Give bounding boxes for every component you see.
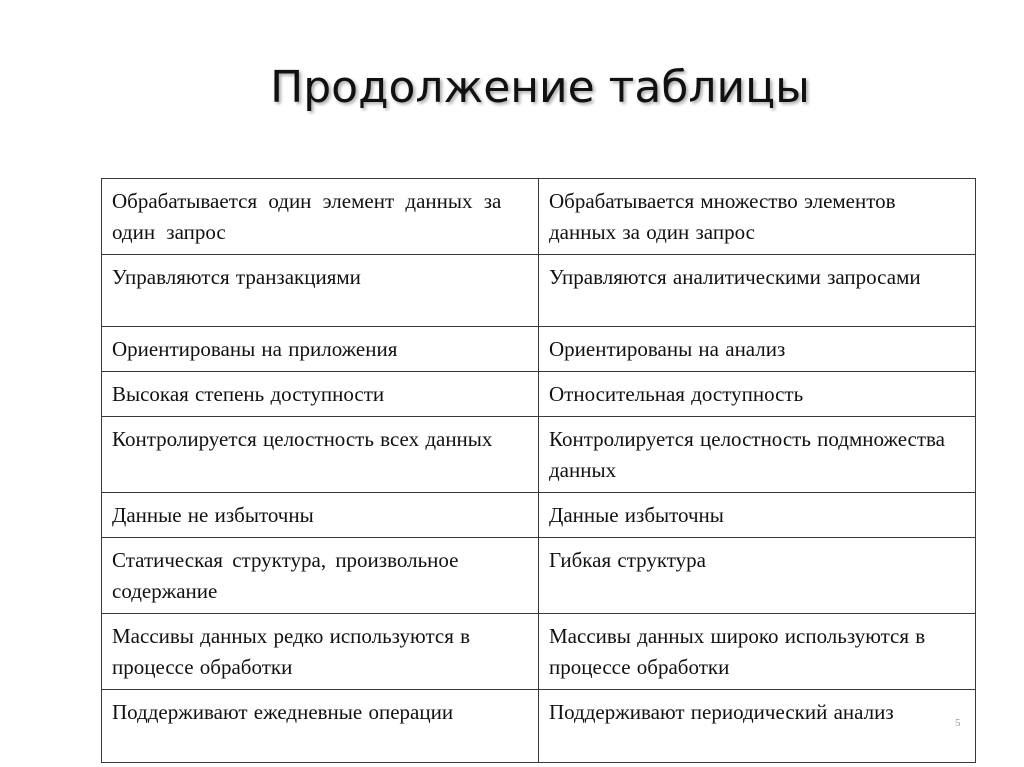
slide-title: Продолжение таблицы bbox=[270, 62, 810, 113]
table-row bbox=[102, 690, 976, 763]
table-cell-right: Относительная доступность bbox=[539, 372, 976, 417]
table-cell-left: Контролируется целостность всех данных bbox=[102, 417, 539, 493]
table-cell-right: Контролируется целостность подмножества данных bbox=[539, 417, 976, 493]
table-cell-left: Обрабатывается один элемент данных за один запрос bbox=[102, 179, 539, 255]
table-cell-right: Управляются аналитическими запросами bbox=[539, 255, 976, 327]
table-cell-right: Ориентированы на анализ bbox=[539, 327, 976, 372]
table-cell-left: Высокая степень доступности bbox=[102, 372, 539, 417]
table-row bbox=[102, 179, 976, 255]
table-cell-right: Поддерживают периодический анализ bbox=[539, 690, 976, 763]
comparison-table bbox=[101, 178, 976, 763]
table-cell-left: Управляются транзакциями bbox=[102, 255, 539, 327]
table-cell-left: Ориентированы на приложения bbox=[102, 327, 539, 372]
table-cell-left: Данные не избыточны bbox=[102, 493, 539, 538]
table-row bbox=[102, 372, 976, 417]
table-cell-right: Данные избыточны bbox=[539, 493, 976, 538]
table-row bbox=[102, 327, 976, 372]
table-cell-right: Гибкая структура bbox=[539, 538, 976, 614]
page-number: 5 bbox=[955, 717, 961, 729]
table-cell-right: Обрабатывается множество элементов данных за один запрос bbox=[539, 179, 976, 255]
table-row bbox=[102, 255, 976, 327]
table-cell-left: Массивы данных редко используются в процессе обработки bbox=[102, 614, 539, 690]
table-row bbox=[102, 614, 976, 690]
table-cell-left: Статическая структура, произвольное содержание bbox=[102, 538, 539, 614]
table-cell-left: Поддерживают ежедневные операции bbox=[102, 690, 539, 763]
table-row bbox=[102, 538, 976, 614]
table-cell-right: Массивы данных широко используются в процессе обработки bbox=[539, 614, 976, 690]
table-row bbox=[102, 417, 976, 493]
table-row bbox=[102, 493, 976, 538]
